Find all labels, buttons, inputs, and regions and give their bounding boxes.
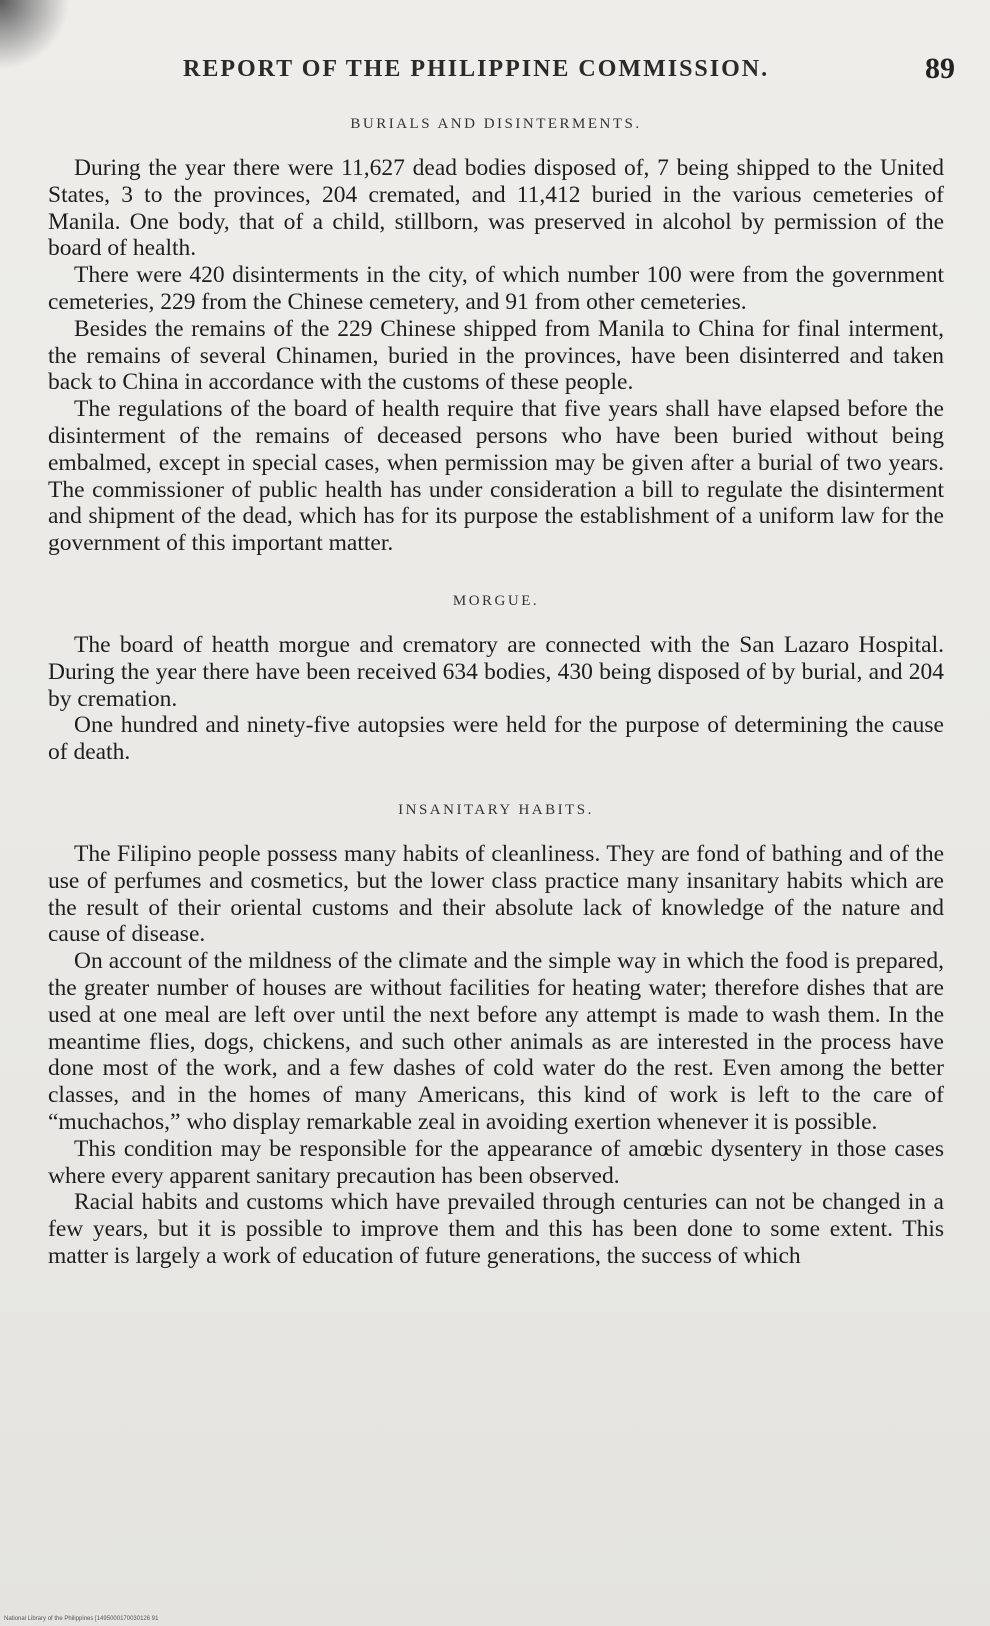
page-body [48, 108, 944, 1270]
paragraph: During the year there were 11,627 dead bodies disposed of, 7 being shipped to the United States, 3 to the provinces, 204 cremated, and 11,412 buried in the various cemeteries of Manila. One body, that of a child, stillborn, was preserved in alcohol by permission of the board of health. [48, 155, 944, 262]
scan-corner-shadow [0, 0, 70, 70]
running-title: REPORT OF THE PHILIPPINE COMMISSION. [183, 56, 770, 82]
paragraph: This condition may be responsible for the appearance of amœbic dysentery in those cases where every apparent sanitary precaution has been observed. [48, 1135, 944, 1189]
paragraph: The board of heatth morgue and crematory are connected with the San Lazaro Hospital. During the year there have been received 634 bodies, 430 being disposed of by burial, and 204 by cremation. [48, 631, 944, 712]
section-heading-burials: BURIALS AND DISINTERMENTS. [350, 116, 642, 132]
section-heading-insanitary-habits: INSANITARY HABITS. [398, 801, 594, 818]
paragraph: One hundred and ninety-five autopsies were held for the purpose of determining the cause of death. [48, 712, 944, 766]
page-header [183, 52, 955, 92]
library-stamp: National Library of the Philippines [1495000170030126 91 [4, 1616, 159, 1622]
paragraph: Racial habits and customs which have prevailed through centuries can not be changed in a few years, but it is possible to improve them and this has been done to some extent. This matter is largely a work of education of future generations, the success of which [48, 1189, 944, 1269]
paragraph: Besides the remains of the 229 Chinese shipped from Manila to China for final interment, the remains of several Chinamen, buried in the provinces, have been disinterred and taken back to China in accordance with the customs of these people. [48, 315, 944, 396]
page-number: 89 [925, 52, 955, 85]
paragraph: The Filipino people possess many habits of cleanliness. They are fond of bathing and of the use of perfumes and cosmetics, but the lower class practice many insanitary habits which are the result of their oriental customs and their absolute lack of knowledge of the nature and cause of disease. [48, 840, 944, 948]
paragraph: On account of the mildness of the climate and the simple way in which the food is prepared, the greater number of houses are without facilities for heating water; therefore dishes that are used at one meal are left over until the next before any attempt is made to wash them. In the meantime flies, dogs, chickens, and such other animals as are interested in the process have done most of the work, and a few dashes of cold water do the rest. Even among the better classes, and in the homes of many Americans, this kind of work is left to the care of “muchachos,” who display remarkable zeal in avoiding exertion whenever it is possible. [48, 948, 944, 1135]
paragraph: There were 420 disinterments in the city, of which number 100 were from the government cemeteries, 229 from the Chinese cemetery, and 91 from other cemeteries. [48, 262, 944, 315]
paragraph: The regulations of the board of health require that five years shall have elapsed before the disinterment of the remains of deceased persons who have been buried without being embalmed, except in special cases, when permission may be given after a burial of two years. The commissioner of public health has under consideration a bill to regulate the disinterment and shipment of the dead, which has for its purpose the establishment of a uniform law for the government of this important matter. [48, 396, 944, 557]
section-heading-morgue: MORGUE. [452, 592, 540, 609]
